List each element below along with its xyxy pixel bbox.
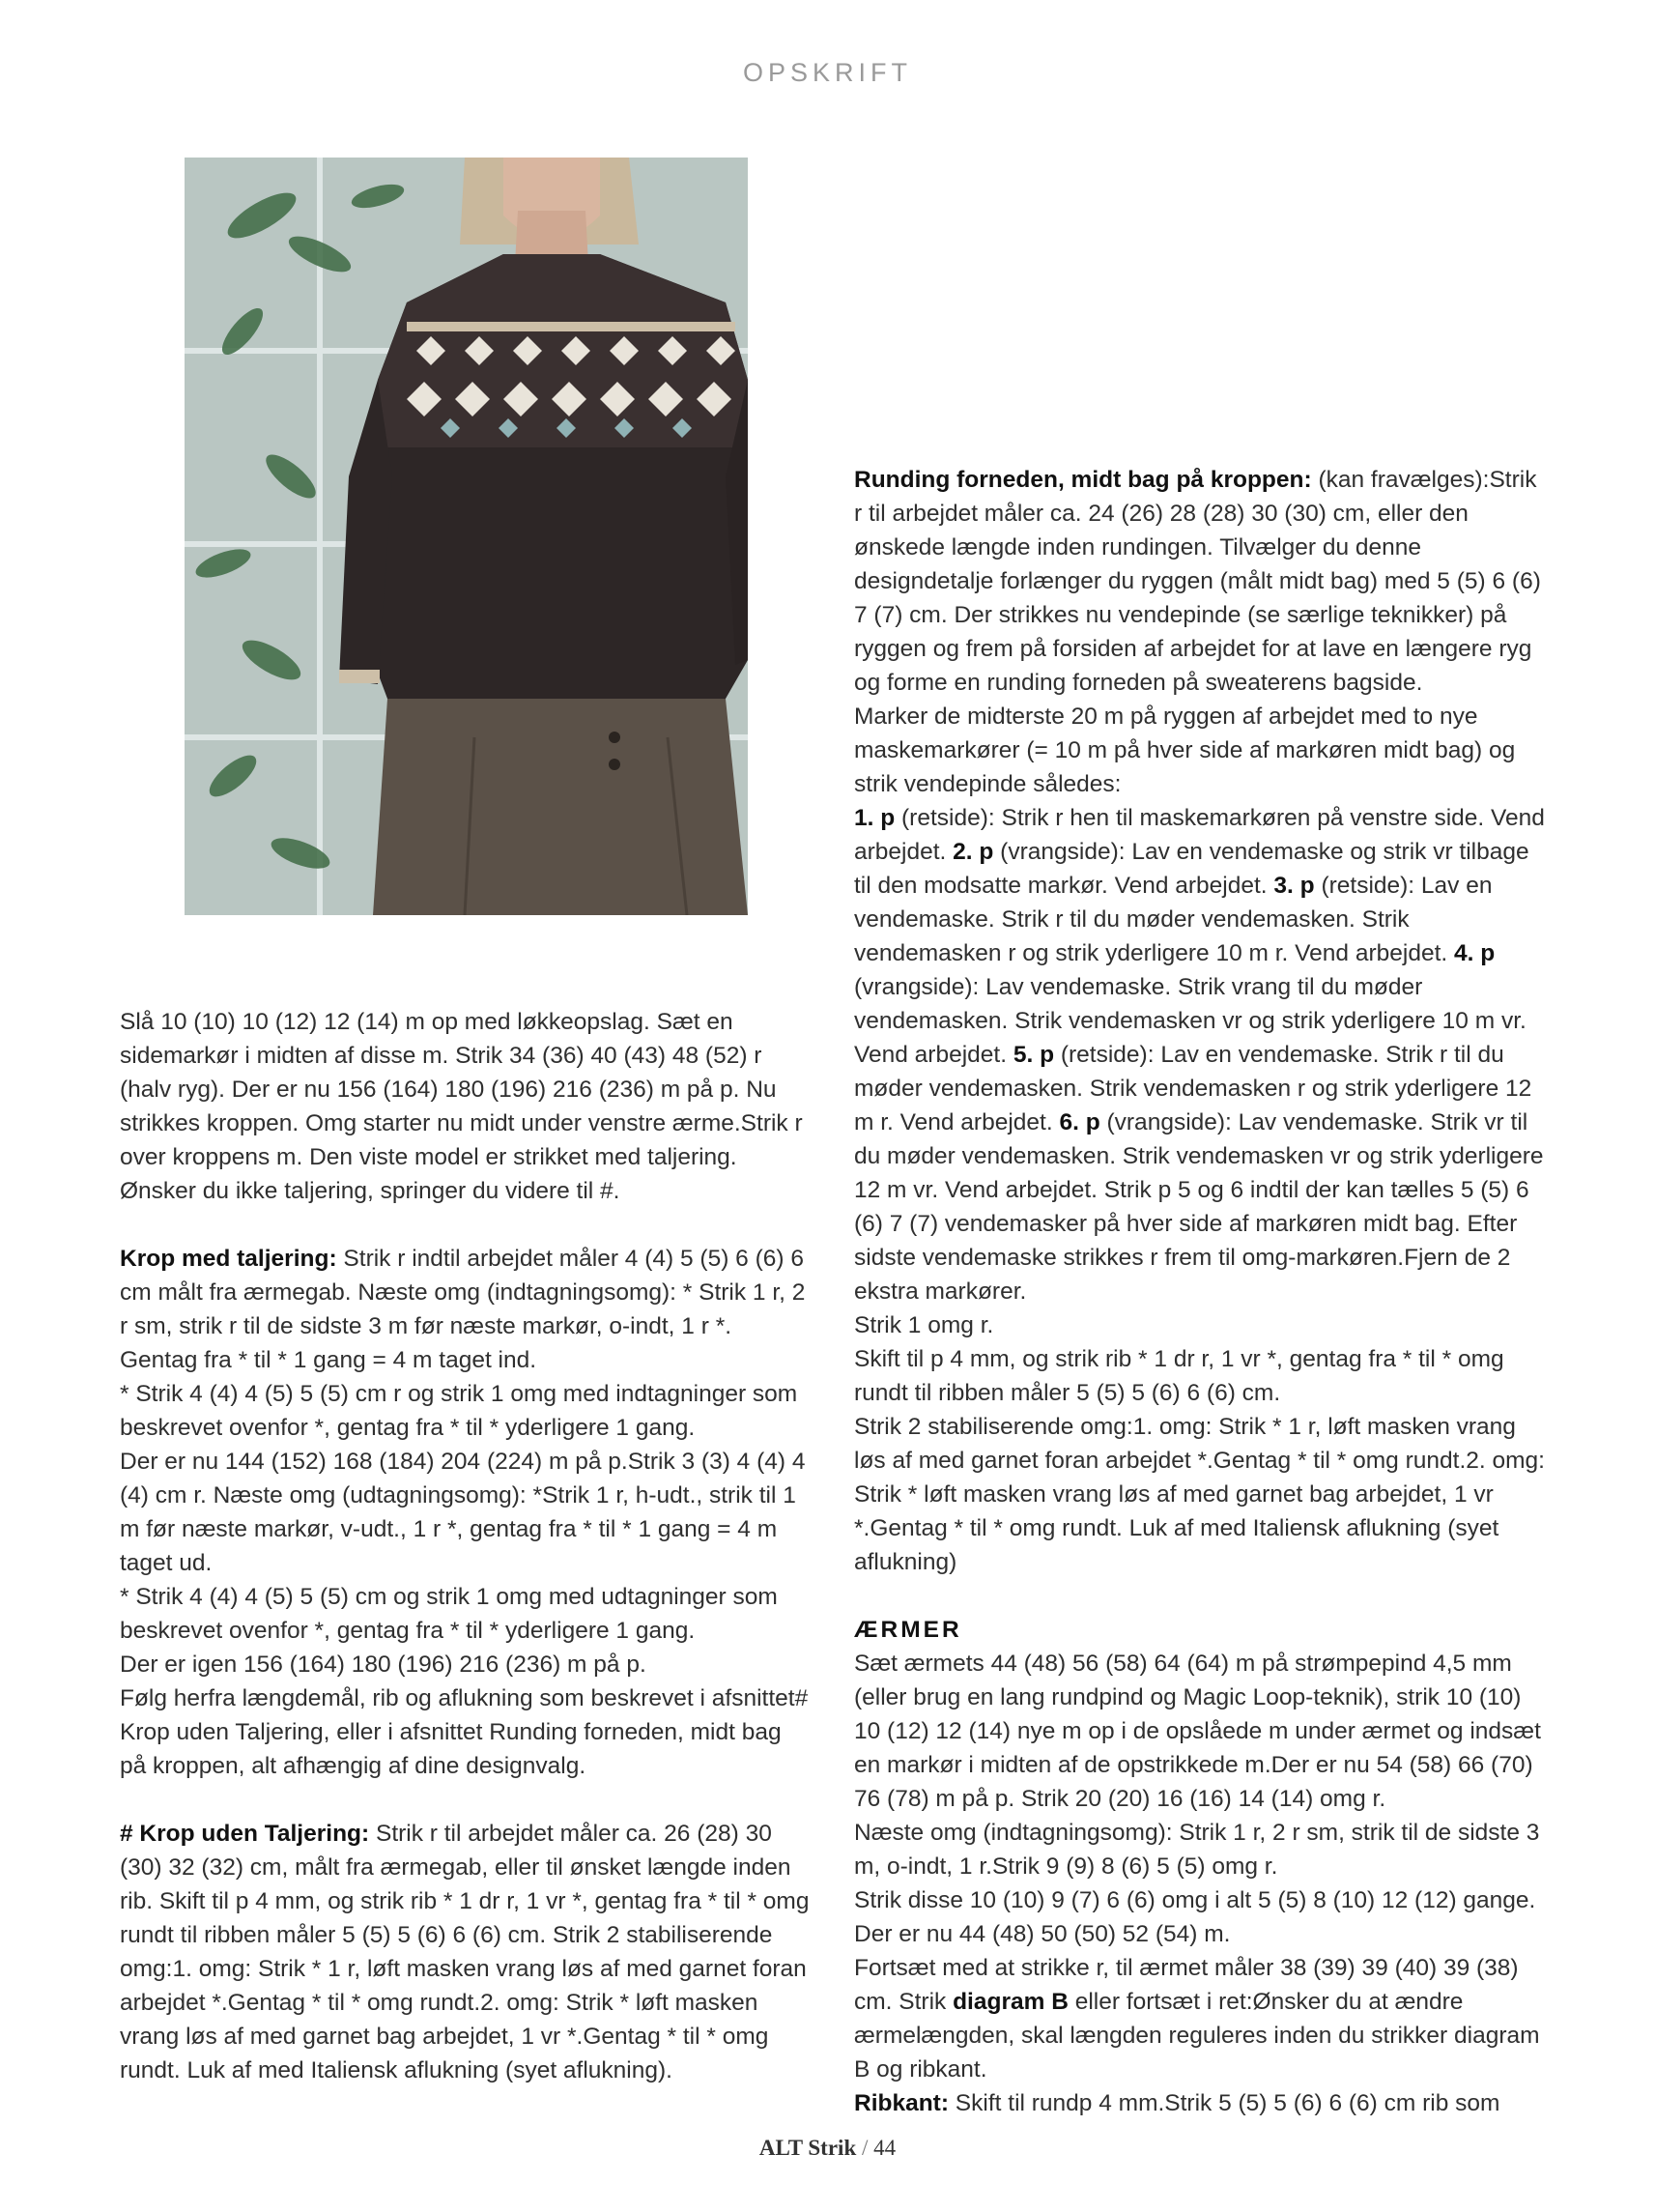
body-text: Der er nu 44 (48) 50 (50) 52 (54) m. — [854, 1921, 1231, 1947]
sweater-photo — [185, 158, 748, 915]
step-label: 6. p — [1059, 1109, 1100, 1135]
step-label: 2. p — [953, 839, 994, 865]
krop-med-taljering-heading: Krop med taljering: — [120, 1246, 337, 1272]
diagram-b-label: diagram B — [953, 1989, 1069, 2015]
body-text: Der er nu 144 (152) 168 (184) 204 (224) m på p.Strik 3 (3) 4 (4) 4 (4) cm r. Næste omg (udtagningsomg): *Strik 1 r, h-udt., strik til 1 m før næste markør, v-udt., 1 r *, gentag fra * til * 1 gang = 4 m taget ud. — [120, 1449, 806, 1576]
page-number: 44 — [873, 2136, 897, 2160]
ribkant-paragraph: Ribkant: Skift til rundp 4 mm.Strik 5 (5) 5 (6) 6 (6) cm rib som — [854, 2090, 1500, 2116]
step-label: 4. p — [1454, 940, 1496, 966]
runding-paragraph: Runding forneden, midt bag på kroppen: (kan fravælges):Strik r til arbejdet måler ca. 24 (26) 28 (28) 30 (30) cm, eller den ønskede længde inden rundingen. Tilvælger du denne designdetalje forlænger du ryggen (målt midt bag) med 5 (5) 6 (6) 7 (7) cm. Der strikkes nu vendepinde (se særlige teknikker) på ryggen og frem på forsiden af arbejdet for at lave en længere ryg og forme en runding forneden på sweaterens bagside. — [854, 467, 1541, 696]
krop-med-taljering-paragraph: Krop med taljering: Strik r indtil arbejdet måler 4 (4) 5 (5) 6 (6) 6 cm målt fra ærmegab. Næste omg (indtagningsomg): * Strik 1 r, 2 r sm, strik r til de sidste 3 m før næste markør, o-indt, 1 r *. Gentag fra * til * 1 gang = 4 m taget ind. — [120, 1246, 806, 1373]
step-label: 1. p — [854, 805, 896, 831]
body-text: Næste omg (indtagningsomg): Strik 1 r, 2 r sm, strik til de sidste 3 m, o-indt, 1 r.Strik 9 (9) 8 (6) 5 (5) omg r. — [854, 1820, 1540, 1880]
body-text: Strik 1 omg r. — [854, 1312, 994, 1338]
runding-heading: Runding forneden, midt bag på kroppen: — [854, 467, 1312, 493]
section-header: OPSKRIFT — [742, 58, 912, 87]
page-footer — [0, 2136, 1655, 2161]
body-text: Strik 2 stabiliserende omg:1. omg: Strik * 1 r, løft masken vrang løs af med garnet foran arbejdet *.Gentag * til * omg rundt.2. omg: Strik * løft masken vrang løs af med garnet bag arbejdet, 1 vr *.Gentag * til * omg rundt. Luk af med Italiensk aflukning (syet aflukning) — [854, 1414, 1545, 1575]
step-label: 3. p — [1273, 873, 1315, 899]
body-text: * Strik 4 (4) 4 (5) 5 (5) cm r og strik 1 omg med indtagninger som beskrevet ovenfor *, gentag fra * til * yderligere 1 gang. — [120, 1381, 798, 1441]
body-text: Strik disse 10 (10) 9 (7) 6 (6) omg i alt 5 (5) 8 (10) 12 (12) gange. — [854, 1887, 1536, 1913]
body-text: * Strik 4 (4) 4 (5) 5 (5) cm og strik 1 omg med udtagninger som beskrevet ovenfor *, gentag fra * til * yderligere 1 gang. — [120, 1584, 778, 1644]
photo-illustration — [185, 158, 748, 915]
krop-uden-taljering-heading: # Krop uden Taljering: — [120, 1821, 370, 1847]
body-text: Skift til p 4 mm, og strik rib * 1 dr r, 1 vr *, gentag fra * til * omg rundt til ribben måler 5 (5) 5 (6) 6 (6) cm. — [854, 1346, 1504, 1406]
body-text: Sæt ærmets 44 (48) 56 (58) 64 (64) m på strømpepind 4,5 mm (eller brug en lang rundpind og Magic Loop-teknik), strik 10 (10) 10 (12) 12 (14) nye m op i de opslåede m under ærmet og indsæt en markør i midten af de opstrikkede m.Der er nu 54 (58) 66 (70) 76 (78) m på p. Strik 20 (20) 16 (16) 14 (14) omg r. — [854, 1651, 1541, 1812]
step-label: 5. p — [1013, 1042, 1055, 1068]
intro-paragraph: Slå 10 (10) 10 (12) 12 (14) m op med løkkeopslag. Sæt en sidemarkør i midten af disse m. Strik 34 (36) 40 (43) 48 (52) r (halv ryg). Der er nu 156 (164) 180 (196) 216 (236) m på p. Nu strikkes kroppen. Omg starter nu midt under venstre ærme.Strik r over kroppens m. Den viste model er strikket med taljering. Ønsker du ikke taljering, springer du videre til #. — [120, 1009, 803, 1204]
aermer-heading: ÆRMER — [854, 1617, 962, 1643]
vendepinde-steps: 1. p (retside): Strik r hen til maskemarkøren på venstre side. Vend arbejdet. 2. p (vrangside): Lav en vendemaske og strik vr tilbage til den modsatte markør. Vend arbejdet. 3. p (retside): Lav en vendemaske. Strik r til du møder vendemasken. Strik vendemasken r og strik yderligere 10 m r. Vend arbejdet. 4. p (vrangside): Lav vendemaske. Strik vrang til du møder vendemasken. Strik vendemasken vr og strik yderligere 10 m vr. Vend arbejdet. 5. p (retside): Lav en vendemaske. Strik r til du møder vendemasken. Strik vendemasken r og strik yderligere 12 m r. Vend arbejdet. 6. p (vrangside): Lav vendemaske. Strik vr til du møder vendemasken. Strik vendemasken vr og strik yderligere 12 m vr. Vend arbejdet. Strik p 5 og 6 indtil der kan tælles 5 (5) 6 (6) 7 (7) vendemasker på hver side af markøren midt bag. Efter sidste vendemaske strikkes r frem til omg-markøren.Fjern de 2 ekstra markører. — [854, 805, 1545, 1305]
body-text: Marker de midterste 20 m på ryggen af arbejdet med to nye maskemarkører (= 10 m på hver side af markøren midt bag) og strik vendepinde således: — [854, 704, 1516, 797]
body-text: Fortsæt med at strikke r, til ærmet måler 38 (39) 39 (40) 39 (38) cm. Strik diagram B eller fortsæt i ret:Ønsker du at ændre ærmelængden, skal længden reguleres inden du strikker diagram B og ribkant. — [854, 1955, 1540, 2083]
magazine-brand: ALT Strik — [758, 2136, 857, 2160]
left-column — [120, 1005, 813, 2087]
body-text: Der er igen 156 (164) 180 (196) 216 (236) m på p. — [120, 1652, 646, 1678]
krop-uden-taljering-paragraph: # Krop uden Taljering: Strik r til arbejdet måler ca. 26 (28) 30 (30) 32 (32) cm, målt fra ærmegab, eller til ønsket længde inden rib. Skift til p 4 mm, og strik rib * 1 dr r, 1 vr *, gentag fra * til * omg rundt til ribben måler 5 (5) 5 (6) 6 (6) cm. Strik 2 stabiliserende omg:1. omg: Strik * 1 r, løft masken vrang løs af med garnet foran arbejdet *.Gentag * til * omg rundt.2. omg: Strik * løft masken vrang løs af med garnet bag arbejdet, 1 vr *.Gentag * til * omg rundt. Luk af med Italiensk aflukning (syet aflukning). — [120, 1821, 810, 2083]
footer-separator: / — [861, 2136, 869, 2160]
body-text: Følg herfra længdemål, rib og aflukning som beskrevet i afsnittet# Krop uden Taljering, eller i afsnittet Runding forneden, midt bag på kroppen, alt afhængig af dine designvalg. — [120, 1685, 809, 1779]
ribkant-heading: Ribkant: — [854, 2090, 949, 2116]
right-column — [854, 463, 1548, 2120]
